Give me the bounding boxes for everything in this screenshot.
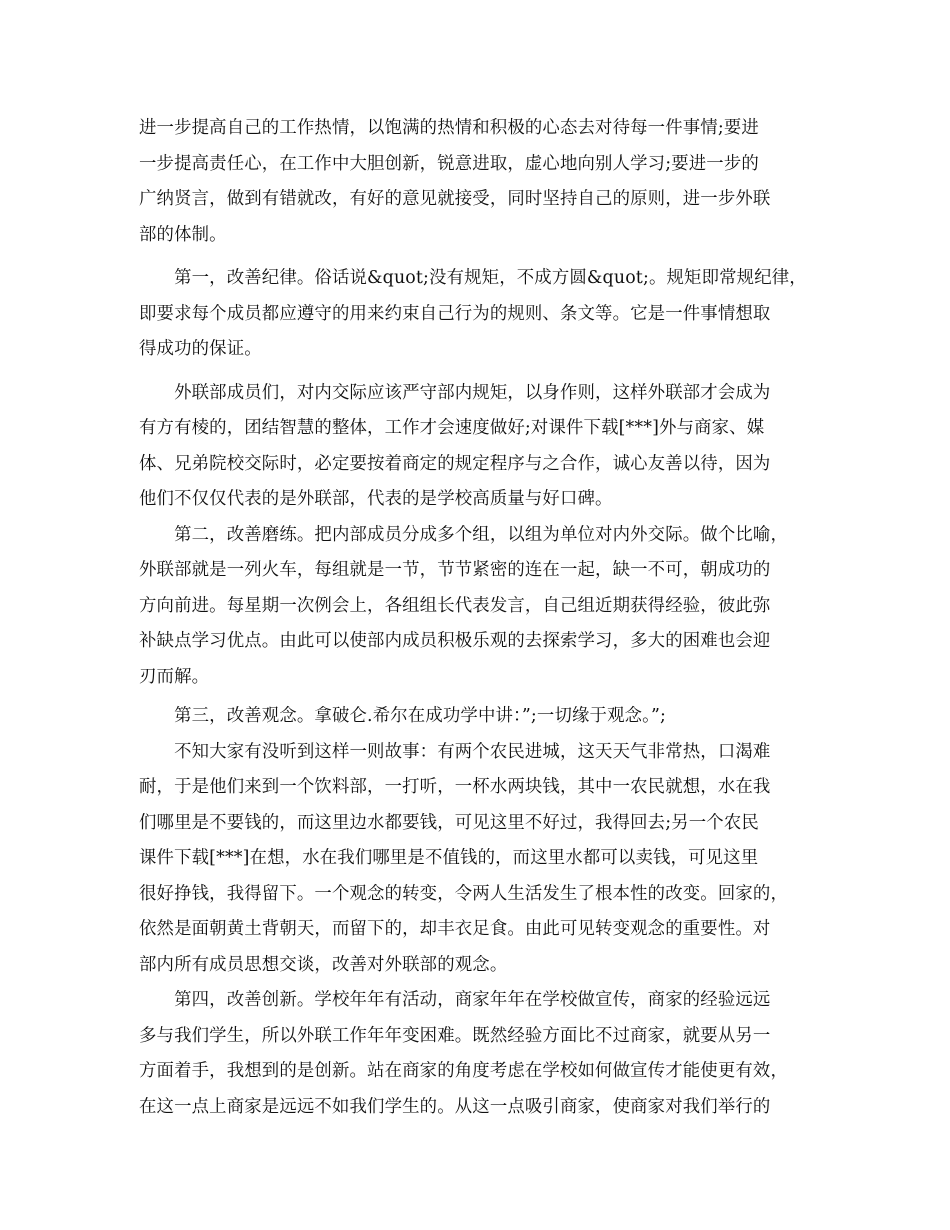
paragraph-7 (139, 983, 811, 1125)
document-body (139, 111, 811, 1125)
paragraph-1 (139, 111, 811, 253)
text-line: 广纳贤言，做到有错就改，有好的意见就接受，同时坚持自己的原则，进一步外联 (139, 189, 771, 209)
text-line: 依然是面朝黄土背朝天，而留下的，却丰衣足食。由此可见转变观念的重要性。对 (139, 919, 771, 939)
text-line: 外联部就是一列火车，每组就是一节，节节紧密的连在一起，缺一不可，朝成功的 (139, 560, 771, 580)
paragraph-2 (139, 261, 811, 368)
paragraph-spacer (139, 253, 811, 261)
text-line: 一步提高责任心，在工作中大胆创新，锐意进取，虚心地向别人学习;要进一步的 (139, 153, 759, 174)
text-line: 第四，改善创新。学校年年有活动，商家年年在学校做宣传，商家的经验远远 (139, 990, 771, 1010)
text-line: 补缺点学习优点。由此可以使部内成员积极乐观的去探索学习，多大的困难也会迎 (139, 631, 771, 651)
text-line: 第三，改善观念。拿破仑.希尔在成功学中讲：”;一切缘于观念。”; (139, 706, 667, 726)
text-line: 体、兄弟院校交际时，必定要按着商定的规定程序与之合作，诚心友善以待，因为 (139, 453, 771, 474)
paragraph-6 (139, 735, 811, 984)
text-line: 第二，改善磨练。把内部成员分成多个组，以组为单位对内外交际。做个比喻， (139, 524, 789, 545)
paragraph-spacer (139, 368, 811, 376)
text-line: 方向前进。每星期一次例会上，各组组长代表发言，自己组近期获得经验，彼此弥 (139, 595, 771, 616)
paragraph-3 (139, 376, 811, 518)
text-line: 方面着手，我想到的是创新。站在商家的角度考虑在学校如何做宣传才能使更有效， (139, 1061, 789, 1081)
text-line: 们哪里是不要钱的，而这里边水都要钱，可见这里不好过，我得回去;另一个农民 (139, 812, 759, 833)
text-line: 第一，改善纪律。俗话说&quot;没有规矩，不成方圆&quot;。规矩即常规纪律， (139, 268, 807, 288)
text-line: 刃而解。 (139, 666, 210, 687)
text-line: 多与我们学生，所以外联工作年年变困难。既然经验方面比不过商家，就要从另一 (139, 1025, 771, 1046)
text-line: 很好挣钱，我得留下。一个观念的转变，令两人生活发生了根本性的改变。回家的， (139, 883, 789, 904)
text-line: 部的体制。 (139, 224, 227, 245)
text-line: 进一步提高自己的工作热情，以饱满的热情和积极的心态去对待每一件事情;要进 (139, 118, 759, 138)
text-line: 不知大家有没听到这样一则故事：有两个农民进城，这天天气非常热，口渴难 (139, 741, 771, 762)
text-line: 课件下载[***]在想，水在我们哪里是不值钱的，而这里水都可以卖钱，可见这里 (139, 848, 759, 868)
text-line: 部内所有成员思想交谈，改善对外联部的观念。 (139, 954, 508, 975)
text-line: 即要求每个成员都应遵守的用来约束自己行为的规则、条文等。它是一件事情想取 (139, 303, 771, 324)
text-line: 耐，于是他们来到一个饮料部，一打听，一杯水两块钱，其中一农民就想，水在我 (139, 777, 771, 797)
text-line: 外联部成员们，对内交际应该严守部内规矩，以身作则，这样外联部才会成为 (139, 382, 771, 403)
text-line: 在这一点上商家是远远不如我们学生的。从这一点吸引商家，使商家对我们举行的 (139, 1096, 771, 1117)
paragraph-5 (139, 699, 811, 735)
paragraph-4 (139, 518, 811, 696)
text-line: 得成功的保证。 (139, 339, 262, 359)
text-line: 有方有棱的，团结智慧的整体，工作才会速度做好;对课件下载[***]外与商家、媒 (139, 418, 765, 438)
text-line: 他们不仅仅代表的是外联部，代表的是学校高质量与好口碑。 (139, 489, 613, 509)
